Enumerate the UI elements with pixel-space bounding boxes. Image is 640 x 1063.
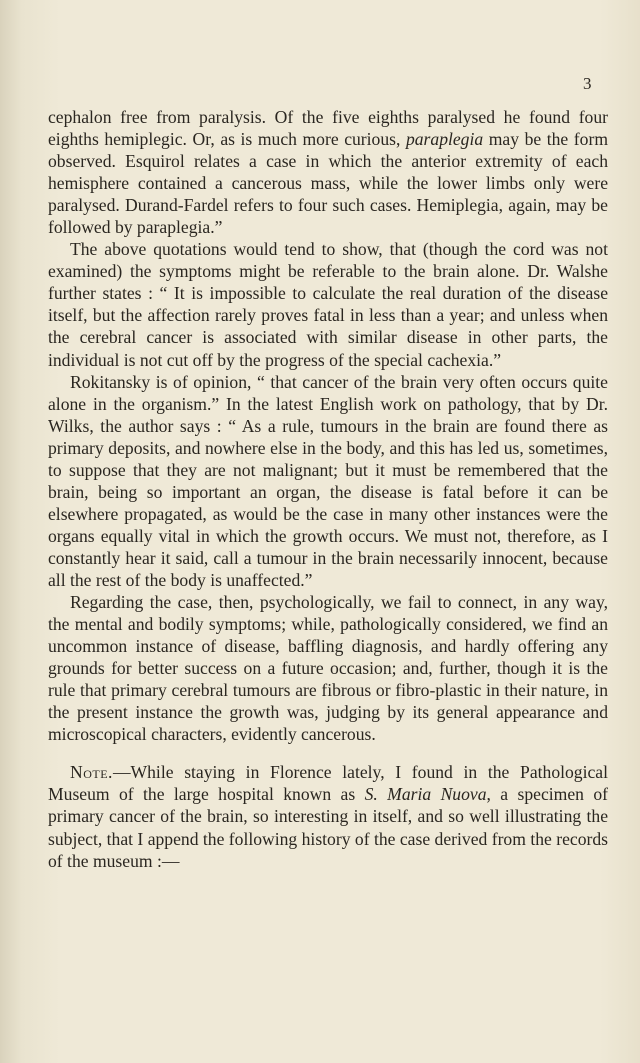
body-text xyxy=(48,106,608,872)
paragraph-2-text: The above quotations would tend to show, that (though the cord was not examined) the symptoms might be referable to the brain alone. Dr. Walshe further states : “ It is impossible to calculate the real duration of the disease itself, but the affection rarely proves fatal in less than a year; and unless when the cerebral cancer is associated with similar disease in other parts, the individual is not cut off by the progress of the special cachexia.” xyxy=(48,239,608,370)
note-text-1: —While staying in Florence lately, I found in the Pathological Museum of the large hospital known as xyxy=(48,762,608,805)
paragraph-1-italic-paraplegia: paraplegia xyxy=(405,129,484,150)
paragraph-4-text: Regarding the case, then, psychologically, we fail to connect, in any way, the mental and bodily symptoms; while, pathologically considered, we find an uncommon instance of disease, baffling diagnosis, and hardly offering any grounds for better success on a future occasion; and, further, though it is the rule that primary cerebral tumours are fibrous or fibro-plastic in their nature, in the present instance the growth was, judging by its general appearance and microscopical characters, evidently cancerous. xyxy=(48,592,608,745)
page-number: 3 xyxy=(583,74,592,93)
note-text-2: , a specimen of primary cancer of the brain, so interesting in itself, and so well illustrating the subject, that I append the following history of the case derived from the records of the museum :— xyxy=(48,784,608,871)
note-italic-hospital-name: S. Maria Nuova xyxy=(364,784,487,805)
paragraph-3 xyxy=(48,371,608,591)
paragraph-1-part-1: cephalon free from paralysis. Of the five eighths paralysed he found four eighths hemiplegic. Or, as is much more curious, xyxy=(48,107,608,150)
paragraph-4 xyxy=(48,591,608,745)
paragraph-3-text: Rokitansky is of opinion, “ that cancer of the brain very often occurs quite alone in the organism.” In the latest English work on pathology, that by Dr. Wilks, the author says : “ As a rule, tumours in the brain are found there as primary deposits, and nowhere else in the body, and this has led us, sometimes, to suppose that they are not malignant; but it must be remembered that the brain, being so important an organ, the disease is fatal before it can be elsewhere propagated, as would be the case in many other instances were the organs equally vital in which the growth occurs. We must not, therefore, as I constantly hear it said, call a tumour in the brain necessarily innocent, because all the rest of the body is unaffected.” xyxy=(48,371,608,590)
paragraph-1-part-3: may be the form observed. Esquirol relates a case in which the anterior extremity of each hemisphere contained a cancerous mass, while the lower limbs only were paralysed. Durand-Fardel refers to four such cases. Hemiplegia, again, may be followed by paraplegia.” xyxy=(48,129,609,238)
note-label: Note. xyxy=(70,762,113,783)
paragraph-2 xyxy=(48,238,608,370)
note-paragraph xyxy=(48,761,608,871)
paragraph-1 xyxy=(48,106,608,238)
